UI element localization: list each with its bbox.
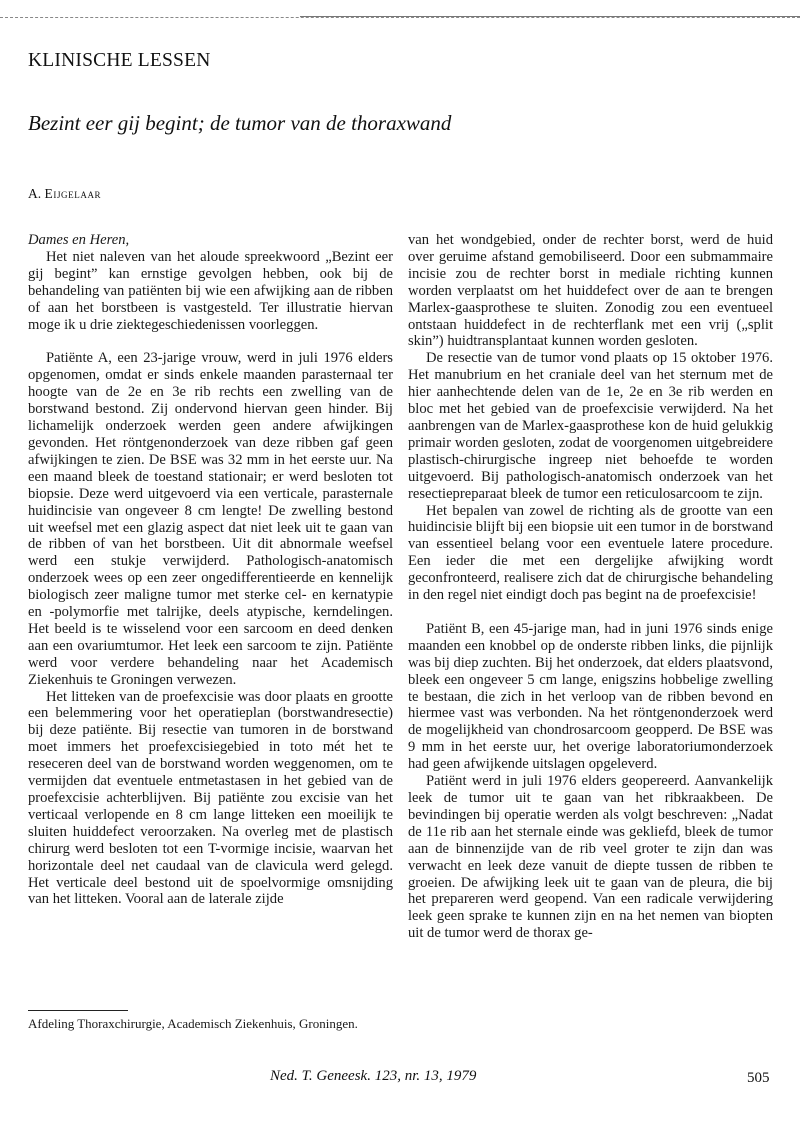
paragraph-incision-advice: Het bepalen van zowel de richting als de grootte van een huidincisie blijft bij een biopsie uit een tumor in de borstwand van essentieel belang voor een eventuele latere procedure. Een ieder die met een dergelijke afwijking wordt geconfronteerd, realisere zich dat de chirurgische behandeling in den regel niet eindigt doch pas begint na de proefexcisie! xyxy=(408,502,773,604)
section-heading: KLINISCHE LESSEN xyxy=(28,50,211,71)
paragraph-resection: De resectie van de tumor vond plaats op 15 oktober 1976. Het manubrium en het craniale deel van het sternum met de hier aanhechtende delen van de 1e, 2e en 3e rib werden en bloc met het gebied van de proefexcisie verwijderd. Na het aanbrengen van de Marlex-gaasprothese kon de huid gelukkig primair worden gesloten, zodat de voorgenomen uitgebreidere plastisch-chirurgische ingreep niet behoefde te worden uitgevoerd. Bij pathologisch-anatomisch onderzoek van het resectiepreparaat bleek de tumor een reticulosarcoom te zijn. xyxy=(408,350,773,502)
footnote-affiliation: Afdeling Thoraxchirurgie, Academisch Ziekenhuis, Groningen. xyxy=(28,1016,358,1031)
footnote-divider xyxy=(28,1010,128,1011)
paragraph-continued: van het wondgebied, onder de rechter borst, werd de huid over geruime afstand gemobiliseerd. Door een submammaire incisie zou de rechter borst in mediale richting kunnen worden verplaatst om het huiddefect over de aan te brengen Marlex-gaasprothese te sluiten. Zonodig zou een eventueel ontstaan huiddefect in de rechterflank met een vrij („split skin”) huidtransplantaat kunnen worden gesloten. xyxy=(408,232,773,350)
right-column xyxy=(408,232,773,942)
paragraph-patient-b: Patiënt B, een 45-jarige man, had in juni 1976 sinds enige maanden een knobbel op de onderste ribben links, die pijnlijk was bij diep zuchten. Bij het onderzoek, dat elders plaatsvond, bleek een ongeveer 5 cm lange, enigszins hobbelige zwelling te bestaan, die zich in het verloop van de ribben bevond en hiermee vast was verbonden. Na het röntgenonderzoek werd de mogelijkheid van chondrosarcoom geopperd. De BSE was 9 mm in het eerste uur, het overige laboratoriumonderzoek had geen afwijkende uitslagen opgeleverd. xyxy=(408,620,773,773)
author-byline xyxy=(28,186,101,202)
paragraph-patient-a: Patiënte A, een 23-jarige vrouw, werd in juli 1976 elders opgenomen, omdat er sinds enkele maanden parasternaal ter hoogte van de 2e en 3e rib rechts een zwelling van de borstwand bestond. Zij ondervond hiervan geen hinder. Bij lichamelijk onderzoek werden geen andere afwijkingen gevonden. Het röntgenonderzoek van deze ribben gaf geen afwijkingen te zien. De BSE was 32 mm in het eerste uur. Na een maand bleek de toestand stationair; er werd besloten tot biopsie. Deze werd uitgevoerd via een verticale, parasternale huidincisie van ongeveer 8 cm lengte! De zwelling bestond uit weefsel met een glazig aspect dat niet leek uit te gaan van de ribben of van het borstbeen. Uit dit abnormale weefsel werd een stukje verwijderd. Pathologisch-anatomisch onderzoek wees op een zeer ongedifferentieerde en kennelijk biologisch zeer maligne tumor met sterke cel- en kernatypie en -polymorfie met talrijke, deels atypische, kerndelingen. Het beeld is te wisselend voor een sarcoom en deed denken aan een ovariumtumor. Het leek een sarcoom te zijn. Patiënte werd voor verdere behandeling naar het Academisch Ziekenhuis te Groningen verwezen. xyxy=(28,350,393,688)
left-column xyxy=(28,232,393,908)
author-name: Eijgelaar xyxy=(44,186,102,201)
paragraph-operation: Patiënt werd in juli 1976 elders geopereerd. Aanvankelijk leek de tumor uit te gaan van het ribkraakbeen. De bevindingen bij operatie werden als volgt beschreven: „Nadat de 11e rib aan het sternale einde was gekliefd, bleek de tumor aan de binnenzijde van de rib veel groter te zijn dan was verwacht en leek deze vanuit de diepte tussen de ribben te groeien. De afwijking leek uit te gaan van de pleura, die bij het prepareren werd geopend. Van een radicale verwijdering leek geen sprake te kunnen zijn en na het nemen van biopten uit de tumor werd de thorax ge- xyxy=(408,773,773,942)
page-number: 505 xyxy=(747,1070,770,1086)
article-title: Bezint eer gij begint; de tumor van de thoraxwand xyxy=(28,111,452,135)
journal-reference: Ned. T. Geneesk. 123, nr. 13, 1979 xyxy=(270,1068,477,1084)
paragraph-scar: Het litteken van de proefexcisie was door plaats en grootte een belemmering voor het operatieplan (borstwandresectie) bij deze patiënte. Bij resectie van tumoren in de borstwand moet immers het proefexcisiegebied in toto mét het te reseceren deel van de borstwand worden weggenomen, om te vermijden dat eventuele entmetastasen in het gebied van de proefexcisie achterblijven. Bij patiënte zou excisie van het verticaal verlopende en 8 cm lange litteken een moeilijk te sluiten huiddefect veroorzaken. Na overleg met de plastisch chirurg werd besloten tot een T-vormige incisie, waarvan het horizontale deel net caudaal van de clavicula werd gelegd. Het verticale deel bestond uit de spoelvormige omsnijding van het litteken. Vooral aan de laterale zijde xyxy=(28,688,393,908)
top-border-rule xyxy=(0,17,800,18)
salutation: Dames en Heren, xyxy=(28,232,130,248)
author-initial: A. xyxy=(28,186,45,201)
top-border-rule-solid xyxy=(300,16,800,17)
paragraph-intro: Het niet naleven van het aloude spreekwoord „Bezint eer gij begint” kan ernstige gevolgen hebben, ook bij de behandeling van patiënten bij wie een afwijking aan de ribben of aan het borstbeen is vastgesteld. Ter illustratie hiervan moge ik u drie ziektegeschiedenissen voorleggen. xyxy=(28,248,393,333)
